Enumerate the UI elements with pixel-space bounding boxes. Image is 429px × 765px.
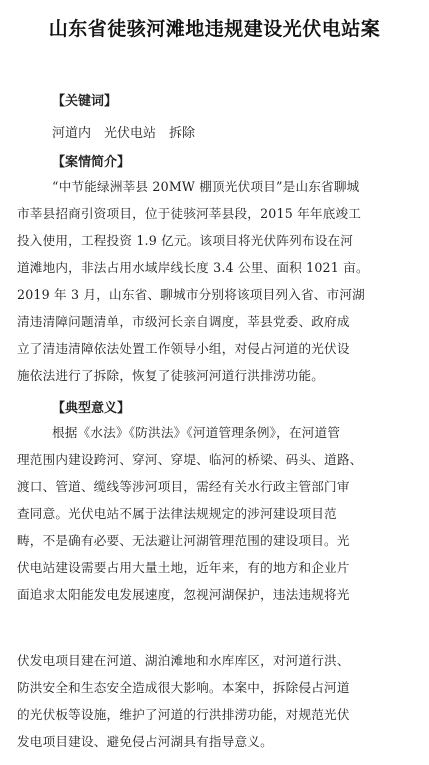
continued-line: 防洪安全和生态安全造成很大影响。本案中，拆除侵占河道 bbox=[17, 680, 350, 695]
significance-line: 理范围内建设跨河、穿河、穿堤、临河的桥梁、码头、道路、 bbox=[17, 452, 363, 467]
summary-line: 市莘县招商引资项目，位于徒骇河莘县段，2015 年年底竣工 bbox=[17, 206, 362, 221]
continued-line: 发电项目建设、避免侵占河湖具有指导意义。 bbox=[17, 734, 273, 749]
summary-line: 投入使用，工程投资 1.9 亿元。该项目将光伏阵列布设在河 bbox=[17, 233, 354, 248]
document-title: 山东省徒骇河滩地违规建设光伏电站案 bbox=[48, 18, 381, 40]
summary-line: 立了清违清障依法处置工作领导小组，对侵占河道的光伏设 bbox=[17, 341, 350, 356]
continued-line: 伏发电项目建在河道、湖泊滩地和水库库区，对河道行洪、 bbox=[17, 653, 350, 668]
continued-line: 的光伏板等设施，维护了河道的行洪排涝功能，对规范光伏 bbox=[17, 707, 350, 722]
page-break bbox=[0, 608, 429, 630]
summary-line: 清违清障问题清单，市级河长亲自调度，莘县党委、政府成 bbox=[17, 314, 350, 329]
significance-line: 伏电站建设需要占用大量土地，近年来，有的地方和企业片 bbox=[17, 560, 350, 575]
summary-line: 道滩地内，非法占用水域岸线长度 3.4 公里、面积 1021 亩。 bbox=[17, 260, 369, 275]
summary-line: “中节能绿洲莘县 20MW 棚顶光伏项目”是山东省聊城 bbox=[52, 179, 360, 194]
significance-line: 查同意。光伏电站不属于法律法规规定的涉河建设项目范 bbox=[17, 506, 337, 521]
summary-heading: 【案情简介】 bbox=[52, 155, 131, 170]
summary-line: 2019 年 3 月，山东省、聊城市分别将该项目列入省、市河湖 bbox=[17, 287, 365, 302]
keywords-heading: 【关键词】 bbox=[52, 94, 118, 109]
keywords-text: 河道内 光伏电站 拆除 bbox=[52, 126, 196, 141]
significance-line: 渡口、管道、缆线等涉河项目，需经有关水行政主管部门审 bbox=[17, 479, 350, 494]
significance-line: 面追求太阳能发电发展速度，忽视河湖保护，违法违规将光 bbox=[17, 587, 350, 602]
significance-line: 根据《水法》《防洪法》《河道管理条例》，在河道管 bbox=[52, 425, 341, 440]
significance-heading: 【典型意义】 bbox=[52, 401, 131, 416]
summary-line: 施依法进行了拆除，恢复了徒骇河河道行洪排涝功能。 bbox=[17, 368, 325, 383]
significance-line: 畴，不是确有必要、无法避让河湖管理范围的建设项目。光 bbox=[17, 533, 350, 548]
